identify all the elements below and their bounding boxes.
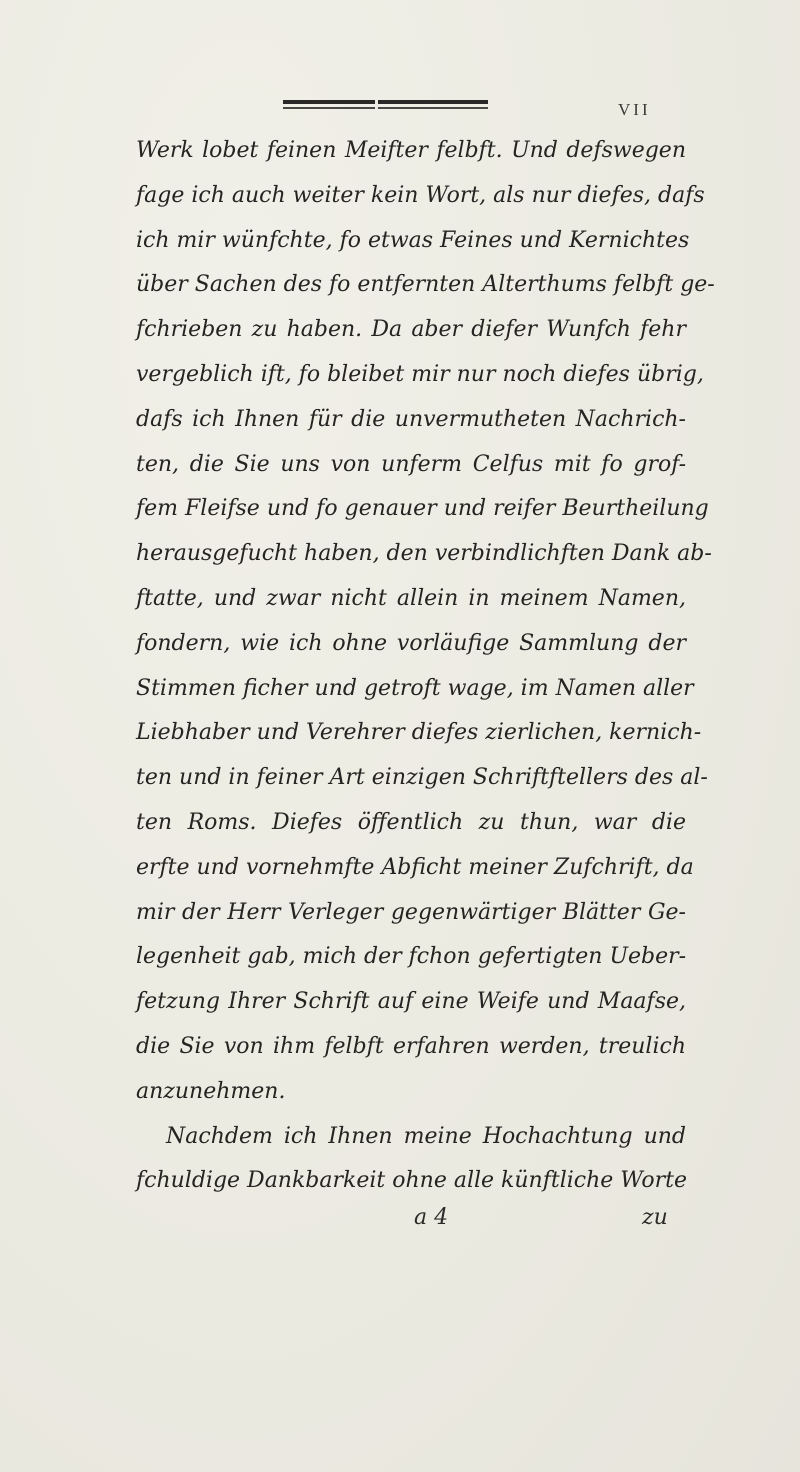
- body-text: [136, 129, 715, 1204]
- header-rule: [283, 100, 488, 111]
- paragraph-start-line: Nachdem ich Ihnen meine Hochachtung und: [166, 1123, 686, 1149]
- text-line: fem Fleifse und fo genauer und reifer Beurtheilung: [136, 496, 709, 522]
- text-line: ich mir wünfchte, fo etwas Feines und Kernichtes: [136, 227, 690, 253]
- text-line: vergeblich ift, fo bleibet mir nur noch diefes übrig,: [136, 361, 704, 387]
- page-number: VII: [618, 100, 651, 119]
- text-line: fage ich auch weiter kein Wort, als nur diefes, dafs: [136, 182, 705, 208]
- text-line: fchrieben zu haben. Da aber diefer Wunfch fehr: [136, 317, 686, 343]
- text-line: dafs ich Ihnen für die unvermutheten Nachrich-: [136, 406, 686, 432]
- text-line: ten Roms. Diefes öffentlich zu thun, war die: [136, 809, 686, 835]
- text-line: fchuldige Dankbarkeit ohne alle künftliche Worte: [136, 1168, 688, 1194]
- header-rule-break: [375, 100, 378, 109]
- text-line: fondern, wie ich ohne vorläufige Sammlung der: [136, 630, 686, 656]
- catchword: zu: [642, 1205, 668, 1230]
- text-line: Stimmen ficher und getroft wage, im Namen aller: [136, 675, 694, 701]
- paragraph-end-line: anzunehmen.: [136, 1078, 286, 1104]
- text-line: ftatte, und zwar nicht allein in meinem Namen,: [136, 585, 686, 611]
- text-line: über Sachen des fo entfernten Alterthums felbft ge-: [136, 272, 715, 298]
- text-line: ten und in feiner Art einzigen Schriftftellers des al-: [136, 765, 708, 791]
- signature-mark: a 4: [414, 1205, 449, 1230]
- header-rule-thick: [283, 100, 488, 104]
- text-line: legenheit gab, mich der fchon gefertigten Ueber-: [136, 944, 687, 970]
- text-line: mir der Herr Verleger gegenwärtiger Blätter Ge-: [136, 899, 686, 925]
- text-line: ten, die Sie uns von unferm Celfus mit fo grof-: [136, 451, 686, 477]
- text-line: fetzung Ihrer Schrift auf eine Weife und Maafse,: [136, 989, 686, 1015]
- text-line: Werk lobet feinen Meifter felbft. Und defswegen: [136, 138, 686, 163]
- text-line: erfte und vornehmfte Abficht meiner Zufchrift, da: [136, 854, 694, 880]
- header-rule-thin: [283, 107, 488, 109]
- text-line: die Sie von ihm felbft erfahren werden, treulich: [136, 1033, 686, 1059]
- text-line: herausgefucht haben, den verbindlichften Dank ab-: [136, 541, 712, 567]
- text-line: Liebhaber und Verehrer diefes zierlichen, kernich-: [136, 720, 702, 746]
